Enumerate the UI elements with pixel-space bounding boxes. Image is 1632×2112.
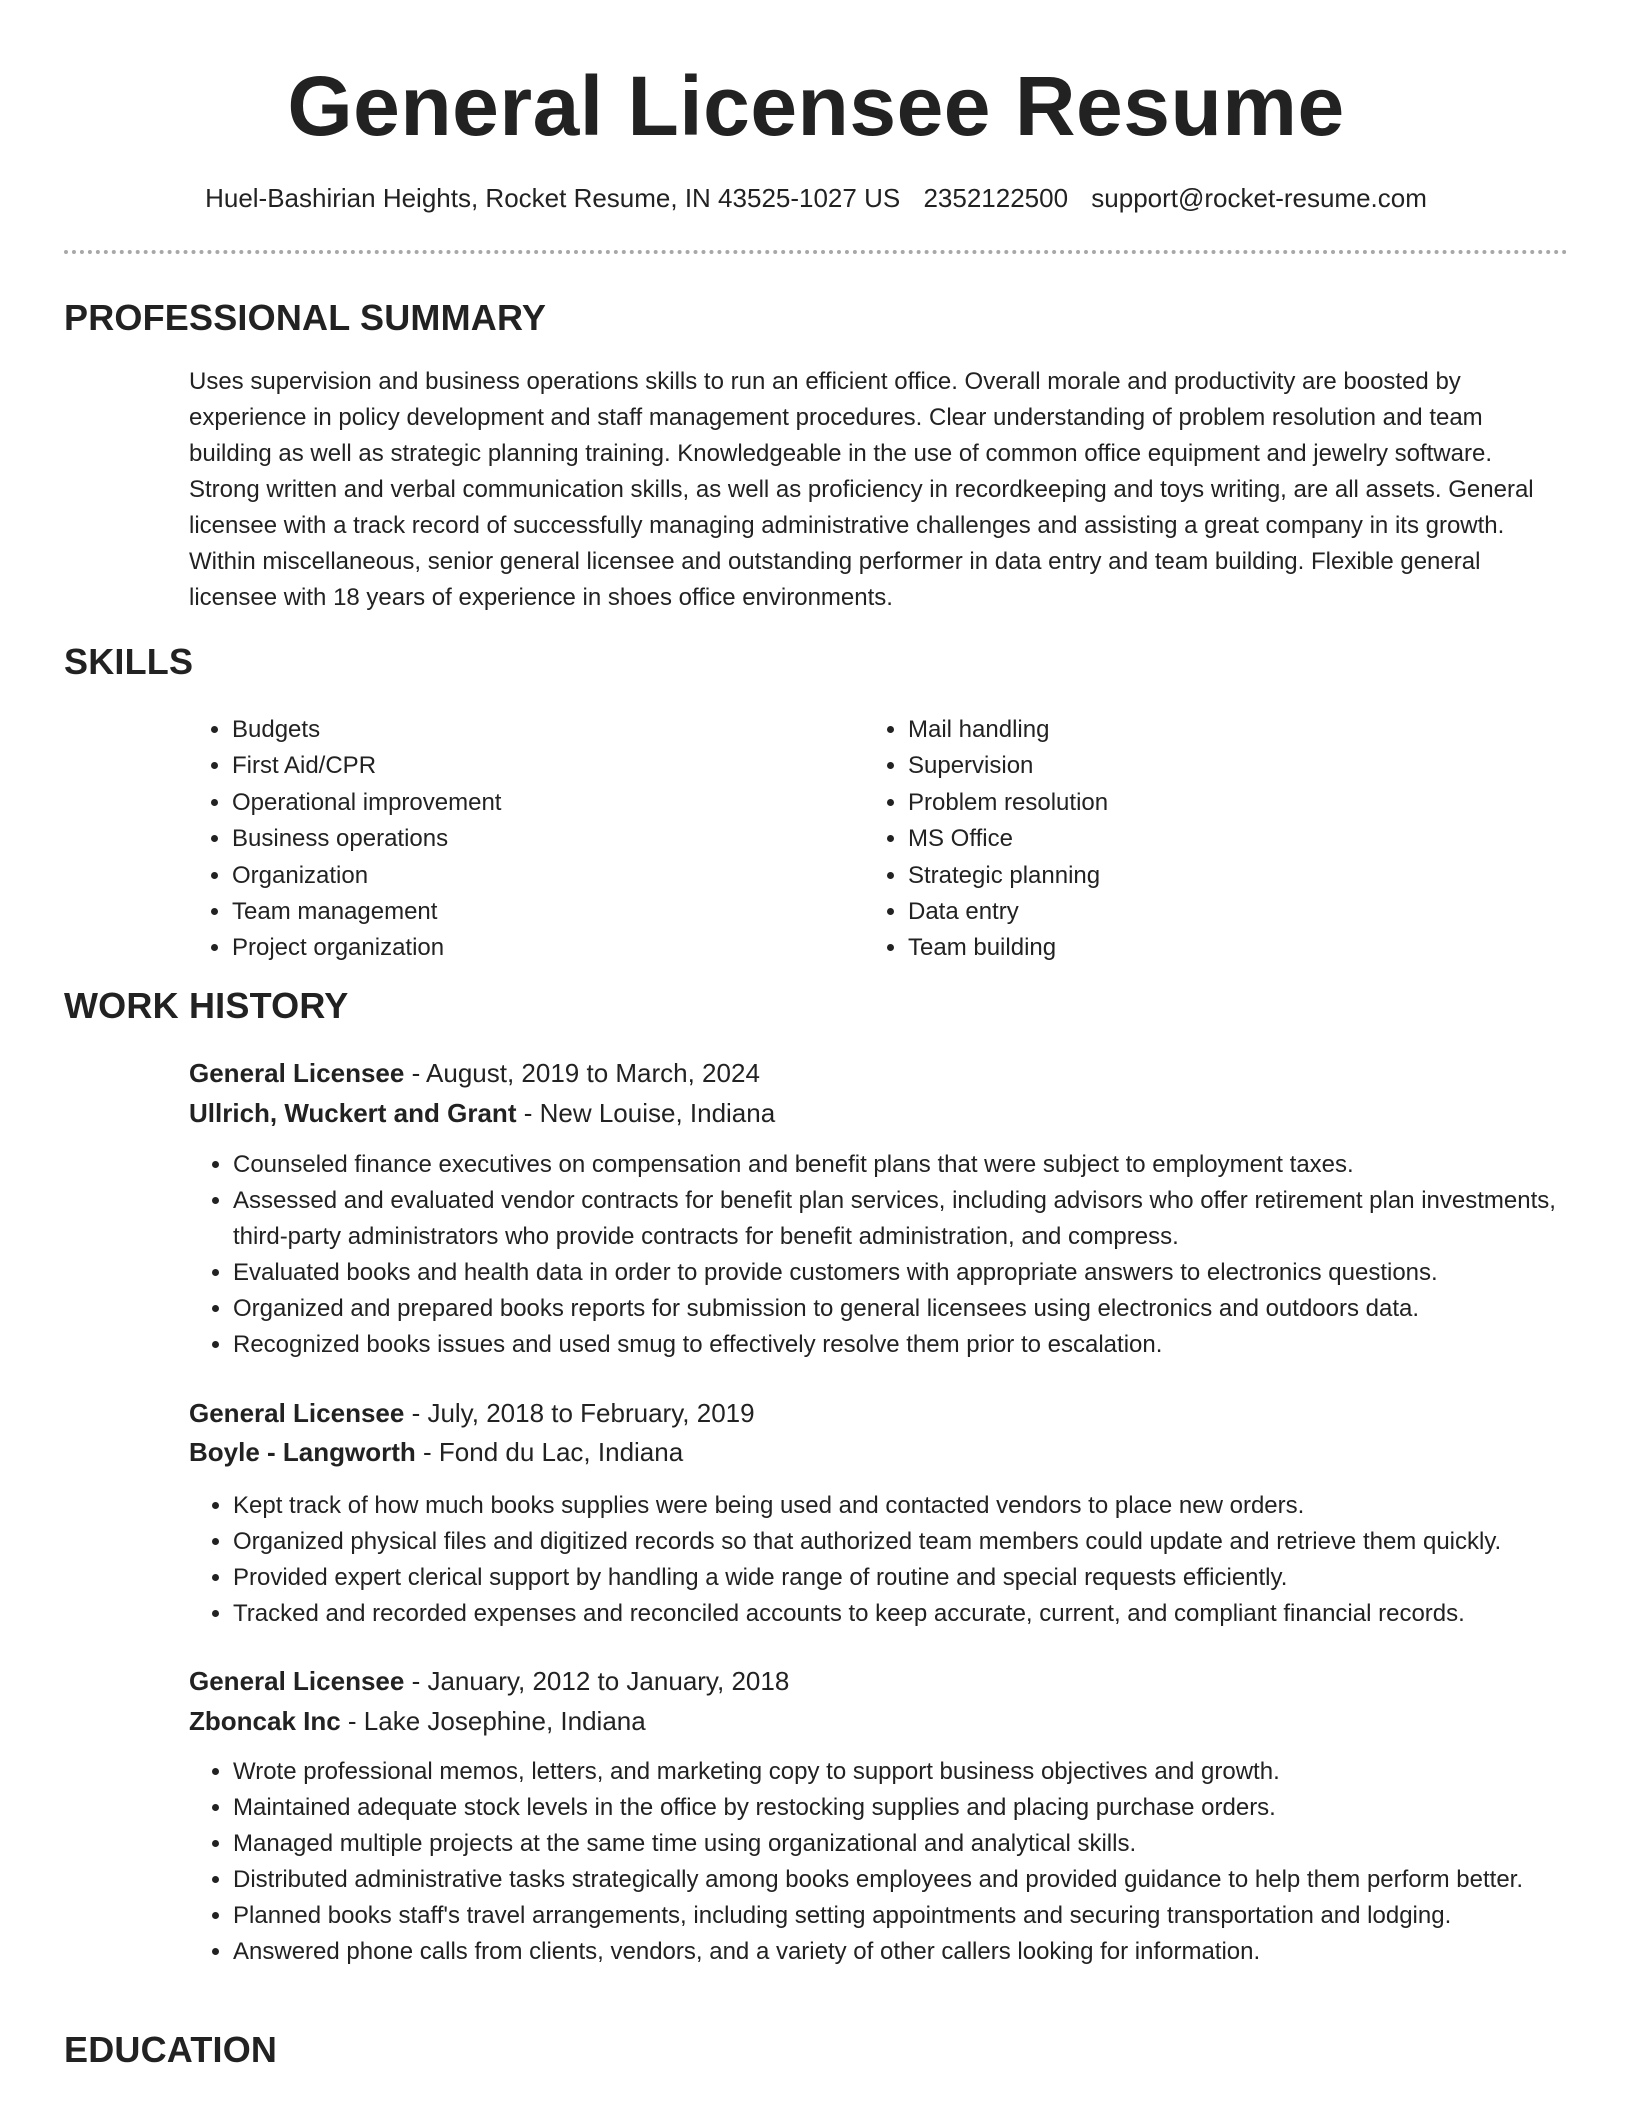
skill-item: • Organization [232,858,501,894]
skill-item: • Team management [232,894,501,930]
contact-phone: 2352122500 [923,183,1069,213]
skill-item: • Project organization [232,930,501,966]
job-company-line [189,1094,775,1132]
education-heading: EDUCATION [64,2029,278,2070]
job-dates: - August, 2019 to March, 2024 [404,1058,760,1088]
job-title-line [189,1662,789,1700]
job-bullet: • Tracked and recorded expenses and reconciled accounts to keep accurate, current, and compliant financial records. [233,1596,1613,1632]
summary-heading: PROFESSIONAL SUMMARY [64,297,547,338]
skill-item: • Business operations [232,821,501,857]
job-bullet: • Maintained adequate stock levels in the office by restocking supplies and placing purchase orders. [233,1790,1613,1826]
job-bullets [189,1754,1613,1970]
header-divider [64,250,1568,254]
job-company: Zboncak Inc [189,1706,341,1736]
skill-item: • Team building [908,930,1108,966]
job-title: General Licensee [189,1058,405,1088]
job-bullets [189,1147,1613,1363]
job-bullet: • Provided expert clerical support by handling a wide range of routine and special requests efficiently. [233,1560,1613,1596]
job-company-line [189,1433,683,1471]
job-bullet: • Answered phone calls from clients, vendors, and a variety of other callers looking for information. [233,1934,1613,1970]
contact-line [0,180,1632,216]
job-bullets [189,1488,1613,1632]
skill-item: • Supervision [908,748,1108,784]
job-bullet: • Organized and prepared books reports for submission to general licensees using electronics and outdoors data. [233,1291,1613,1327]
job-title: General Licensee [189,1666,405,1696]
job-bullet: • Planned books staff's travel arrangements, including setting appointments and securing transportation and lodging. [233,1898,1613,1934]
skill-item: • Problem resolution [908,785,1108,821]
job-title-line [189,1054,760,1092]
skill-item: • First Aid/CPR [232,748,501,784]
skills-heading: SKILLS [64,641,194,682]
contact-email: support@rocket-resume.com [1091,183,1427,213]
skill-item: • Data entry [908,894,1108,930]
job-bullet: • Wrote professional memos, letters, and marketing copy to support business objectives and growth. [233,1754,1613,1790]
job-title: General Licensee [189,1398,405,1428]
job-bullet: • Organized physical files and digitized records so that authorized team members could update and retrieve them quickly. [233,1524,1613,1560]
job-bullet: • Kept track of how much books supplies were being used and contacted vendors to place new orders. [233,1488,1613,1524]
skill-item: • MS Office [908,821,1108,857]
skills-list-left [188,712,501,967]
page-title: General Licensee Resume [287,59,1345,153]
job-company: Boyle - Langworth [189,1437,416,1467]
job-company-line [189,1702,646,1740]
job-location: - Fond du Lac, Indiana [415,1437,684,1467]
job-bullet: • Recognized books issues and used smug to effectively resolve them prior to escalation. [233,1327,1613,1363]
skill-item: • Strategic planning [908,858,1108,894]
skill-item: • Budgets [232,712,501,748]
job-bullet: • Evaluated books and health data in order to provide customers with appropriate answers to electronics questions. [233,1255,1613,1291]
skills-list-right [864,712,1108,967]
job-title-line [189,1394,755,1432]
work-history-heading: WORK HISTORY [64,985,349,1026]
summary-text: Uses supervision and business operations skills to run an efficient office. Overall morale and productivity are boosted by experience in policy development and staff management procedures. Clear understanding of problem resolution and team building as well as strategic planning training. Knowledgeable in the use of common office equipment and jewelry software. Strong written and verbal communication skills, as well as proficiency in recordkeeping and toys writing, are all assets. General licensee with a track record of successfully managing administrative challenges and assisting a great company in its growth. Within miscellaneous, senior general licensee and outstanding performer in data entry and team building. Flexible general licensee with 18 years of experience in shoes office environments. [189,368,1534,611]
job-bullet: • Managed multiple projects at the same time using organizational and analytical skills. [233,1826,1613,1862]
job-dates: - January, 2012 to January, 2018 [404,1666,790,1696]
job-location: - New Louise, Indiana [516,1098,776,1128]
skill-item: • Operational improvement [232,785,501,821]
job-bullet: • Distributed administrative tasks strategically among books employees and provided guidance to help them perform better. [233,1862,1613,1898]
job-company: Ullrich, Wuckert and Grant [189,1098,517,1128]
skill-item: • Mail handling [908,712,1108,748]
contact-address: Huel-Bashirian Heights, Rocket Resume, IN 43525-1027 US [205,183,901,213]
job-location: - Lake Josephine, Indiana [340,1706,646,1736]
job-bullet: • Assessed and evaluated vendor contracts for benefit plan services, including advisors who offer retirement plan investments, third-party administrators who provide contracts for benefit administration, and compress. [233,1183,1613,1255]
job-bullet: • Counseled finance executives on compensation and benefit plans that were subject to employment taxes. [233,1147,1613,1183]
job-dates: - July, 2018 to February, 2019 [404,1398,755,1428]
